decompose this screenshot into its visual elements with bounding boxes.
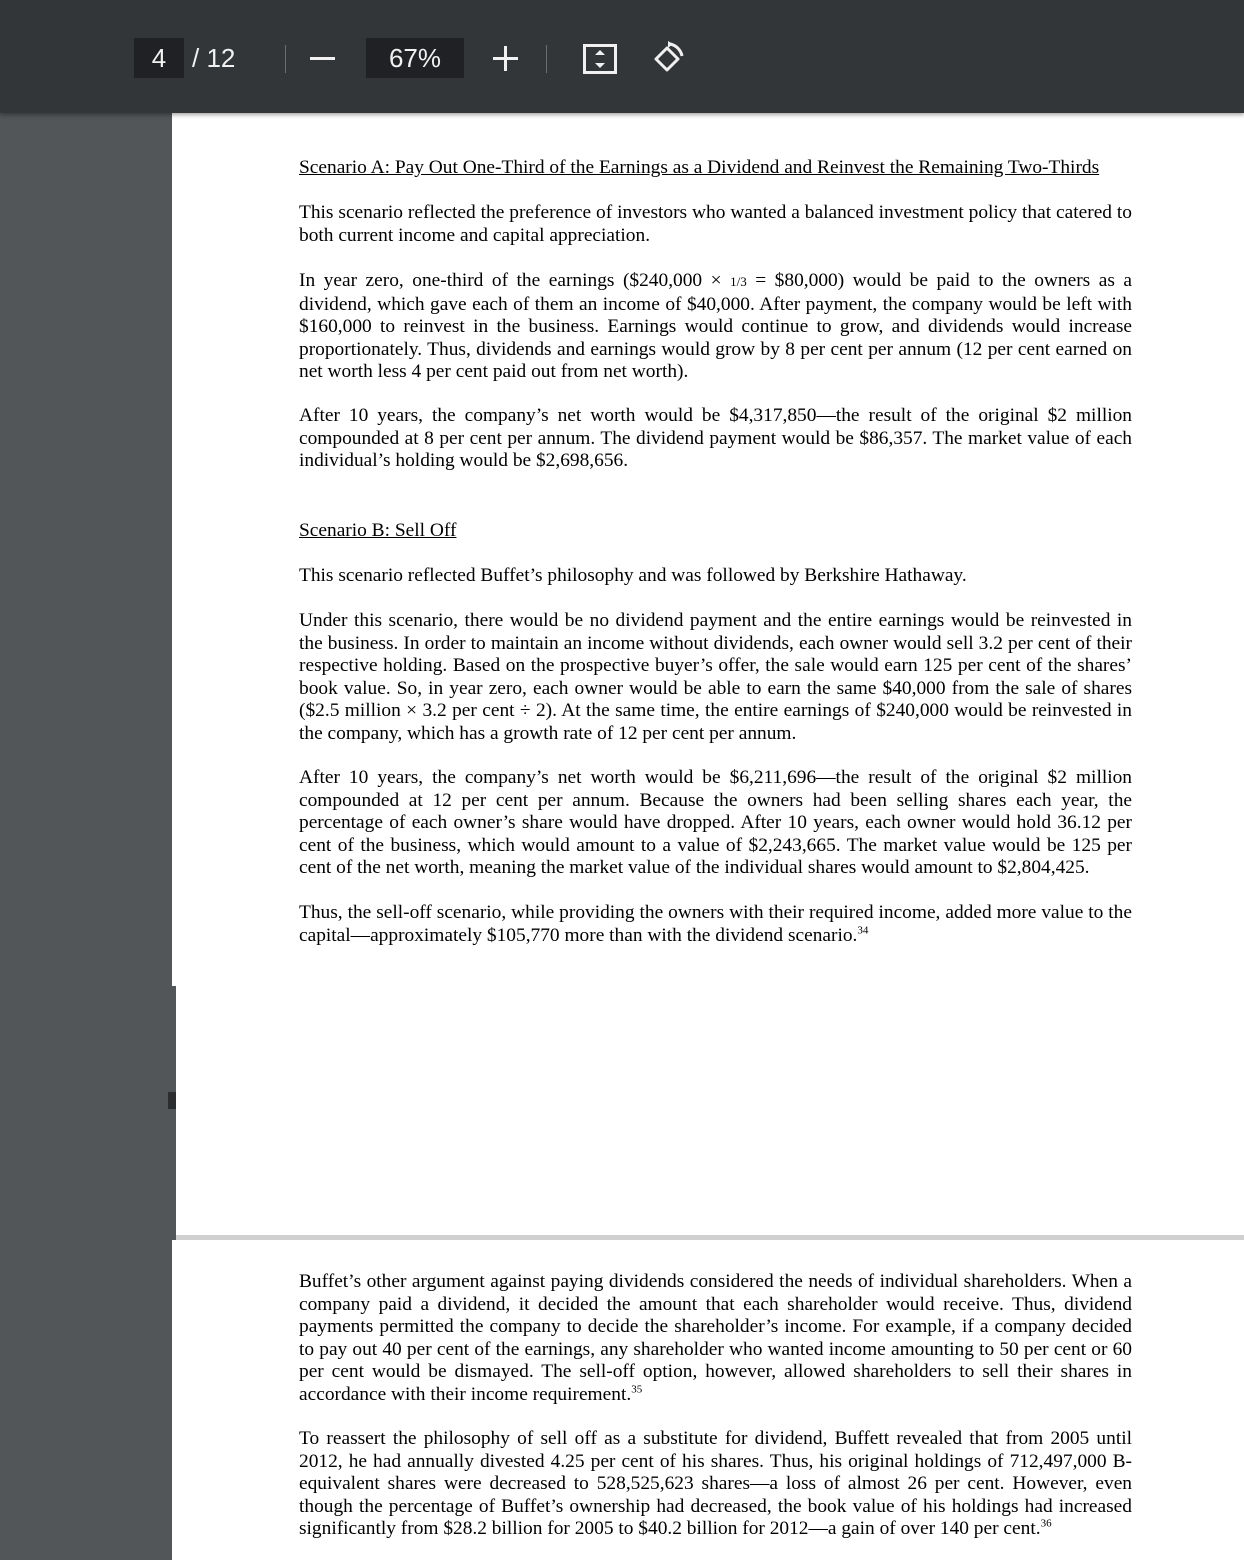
zoom-level-input[interactable]: 67% — [366, 38, 464, 78]
scenario-b-paragraph: Thus, the sell-off scenario, while providing the owners with their required income, added more value to the capital—approximately $105,770 more than with the dividend scenario.$^{34}$ — [299, 902, 1132, 946]
fraction: 1/3 — [730, 274, 747, 289]
footnote-ref[interactable]: 36 — [1040, 1517, 1052, 1530]
body-paragraph: To reassert the philosophy of sell off as a substitute for dividend, Buffett revealed that from 2005 until 2012, he had annually divested 4.25 per cent of his shares. Thus, his original holdings of 712,497,000 B-equivalent shares were decreased to 528,525,623 shares—a loss of almost 26 per cent. However, even though the percentage of Buffet’s ownership had decreased, the book value of his holdings had increased significantly from $28.2 billion for 2005 to $40.2 billion for 2012—a gain of over 140 per cent.$^{36}$ — [299, 1428, 1132, 1539]
scenario-a-heading: Scenario A: Pay Out One-Third of the Earnings as a Dividend and Reinvest the Remaining Two-Thirds — [299, 157, 1100, 178]
zoom-in-icon[interactable] — [490, 38, 520, 78]
scenario-b-paragraph: Under this scenario, there would be no dividend payment and the entire earnings would be reinvested in the business. In order to maintain an income without dividends, each owner would sell 3.2 per cent of their respective holding. Based on the prospective buyer’s offer, the sale would earn 125 per cent of the shares’ book value. So, in year zero, each owner would be able to earn the same $40,000 from the sale of shares ($2.5 million × 3.2 per cent ÷ 2). At the same time, the entire earnings of $240,000 would be reinvested in the company, which has a growth rate of 12 per cent per annum. — [299, 610, 1132, 744]
pdf-page-bottom-margin — [176, 985, 1244, 1235]
page-shadow-notch — [168, 1092, 176, 1109]
body-paragraph: Buffet’s other argument against paying dividends considered the needs of individual shareholders. When a company paid a dividend, it decided the amount that each shareholder would receive. Thus, dividend payments permitted the company to decide the shareholder’s income. For example, if a company decided to pay out 40 per cent of the earnings, any shareholder who wanted income amounting to 50 per cent or 60 per cent would be dismayed. The sell-off option, however, allowed shareholders to sell their shares in accordance with their income requirement.$^{35}$ — [299, 1271, 1132, 1405]
scenario-a-paragraph: This scenario reflected the preference of investors who wanted a balanced investment policy that catered to both current income and capital appreciation. — [299, 202, 1132, 246]
zoom-out-icon[interactable] — [310, 57, 335, 60]
rotate-icon[interactable] — [648, 40, 686, 78]
scenario-b-paragraph: After 10 years, the company’s net worth would be $6,211,696—the result of the original $2 million compounded at 12 per cent per annum. Because the owners had been selling shares each year, the percentage of each owner’s share would have dropped. After 10 years, each owner would hold 36.12 per cent of the business, which would amount to a value of $2,243,665. The market value would be 125 per cent of the net worth, meaning the market value of the individual shares would amount to $2,804,425. — [299, 767, 1132, 878]
toolbar-divider — [546, 45, 547, 73]
footnote-ref[interactable]: 34 — [857, 924, 869, 937]
scenario-a-paragraph: In year zero, one-third of the earnings ($240,000 × 1/3 = $80,000) would be paid to the owners as a dividend, which gave each of them an income of $40,000. After payment, the company would be left with $160,000 to reinvest in the business. Earnings would continue to grow, and dividends would increase proportionately. Thus, dividends and earnings would grow by 8 per cent per annum (12 per cent earned on net worth less 4 per cent paid out from net worth). — [299, 270, 1132, 382]
total-pages-label: / 12 — [192, 43, 236, 73]
scenario-b-heading: Scenario B: Sell Off — [299, 520, 457, 541]
footnote-ref[interactable]: 35 — [631, 1383, 643, 1396]
page-number-input[interactable]: 4 — [134, 38, 184, 78]
toolbar-divider — [285, 45, 286, 73]
fit-page-icon[interactable] — [583, 44, 617, 74]
pdf-toolbar — [0, 0, 1244, 113]
scenario-b-paragraph: This scenario reflected Buffet’s philosophy and was followed by Berkshire Hathaway. — [299, 565, 967, 586]
scenario-a-paragraph: After 10 years, the company’s net worth would be $4,317,850—the result of the original $2 million compounded at 8 per cent per annum. The dividend payment would be $86,357. The market value of each individual’s holding would be $2,698,656. — [299, 405, 1132, 471]
